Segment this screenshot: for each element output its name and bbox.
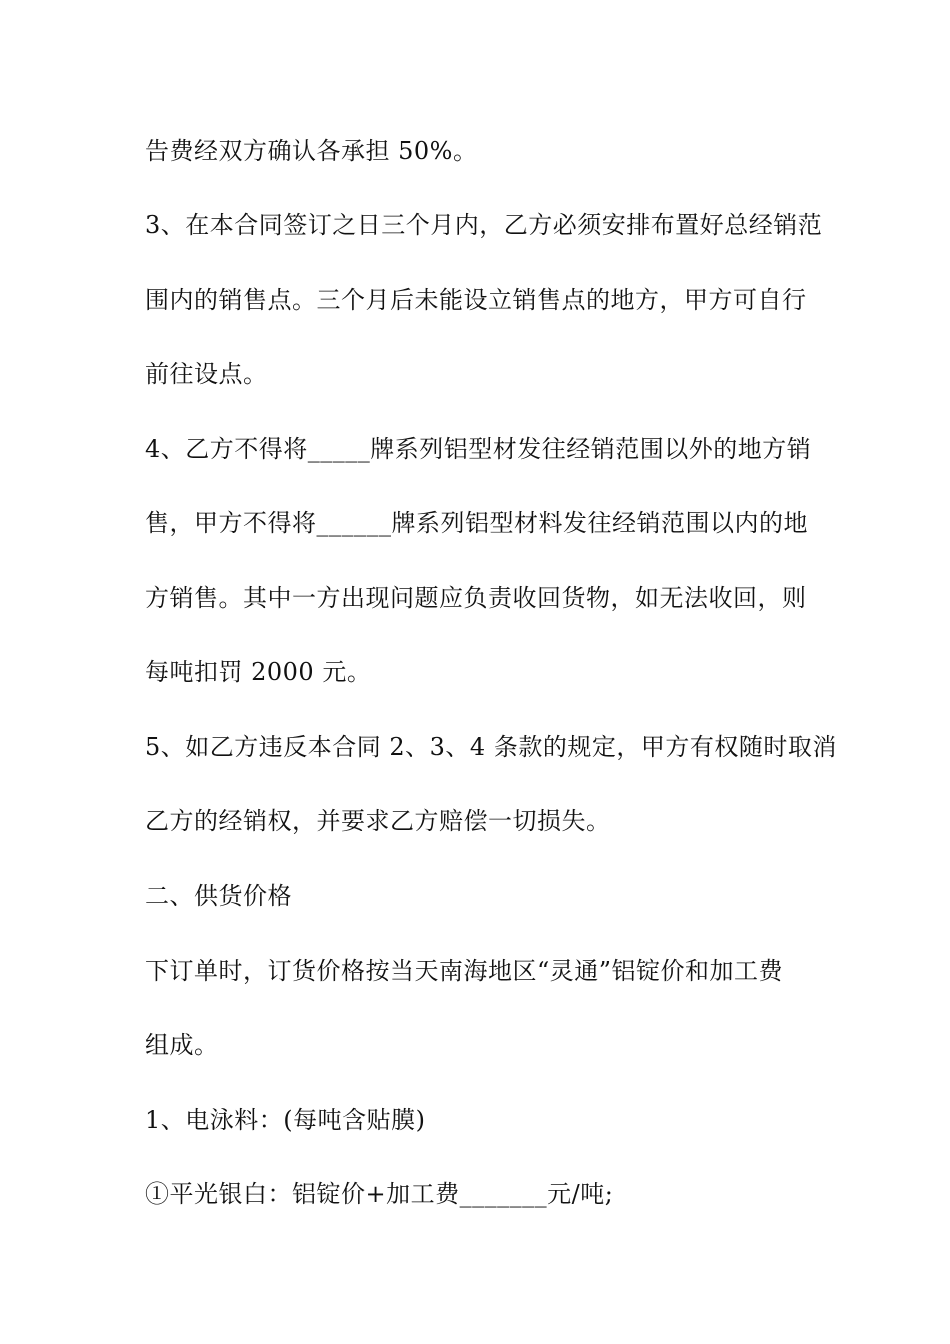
paragraph-line: 4、乙方不得将_____牌系列铝型材发往经销范围以外的地方销 xyxy=(145,435,812,463)
paragraph-line: 1、电泳料：(每吨含贴膜) xyxy=(145,1106,426,1134)
paragraph-line: 前往设点。 xyxy=(145,360,268,388)
paragraph-line: 组成。 xyxy=(145,1031,219,1059)
paragraph-line: 售，甲方不得将______牌系列铝型材料发往经销范围以内的地 xyxy=(145,509,808,537)
paragraph-line: 乙方的经销权，并要求乙方赔偿一切损失。 xyxy=(145,807,611,835)
paragraph-line: 每吨扣罚 2000 元。 xyxy=(145,658,372,686)
paragraph-line: ①平光银白：铝锭价+加工费_______元/吨; xyxy=(145,1180,614,1208)
paragraph-line: 下订单时，订货价格按当天南海地区“灵通”铝锭价和加工费 xyxy=(145,957,784,985)
paragraph-line: 3、在本合同签订之日三个月内，乙方必须安排布置好总经销范 xyxy=(145,211,823,239)
paragraph-line: 围内的销售点。三个月后未能设立销售点的地方，甲方可自行 xyxy=(145,286,807,314)
paragraph-line: 告费经双方确认各承担 50%。 xyxy=(145,137,478,165)
paragraph-line: 5、如乙方违反本合同 2、3、4 条款的规定，甲方有权随时取消 xyxy=(145,733,837,761)
paragraph-line: 方销售。其中一方出现问题应负责收回货物，如无法收回，则 xyxy=(145,584,807,612)
section-heading: 二、供货价格 xyxy=(145,882,292,910)
